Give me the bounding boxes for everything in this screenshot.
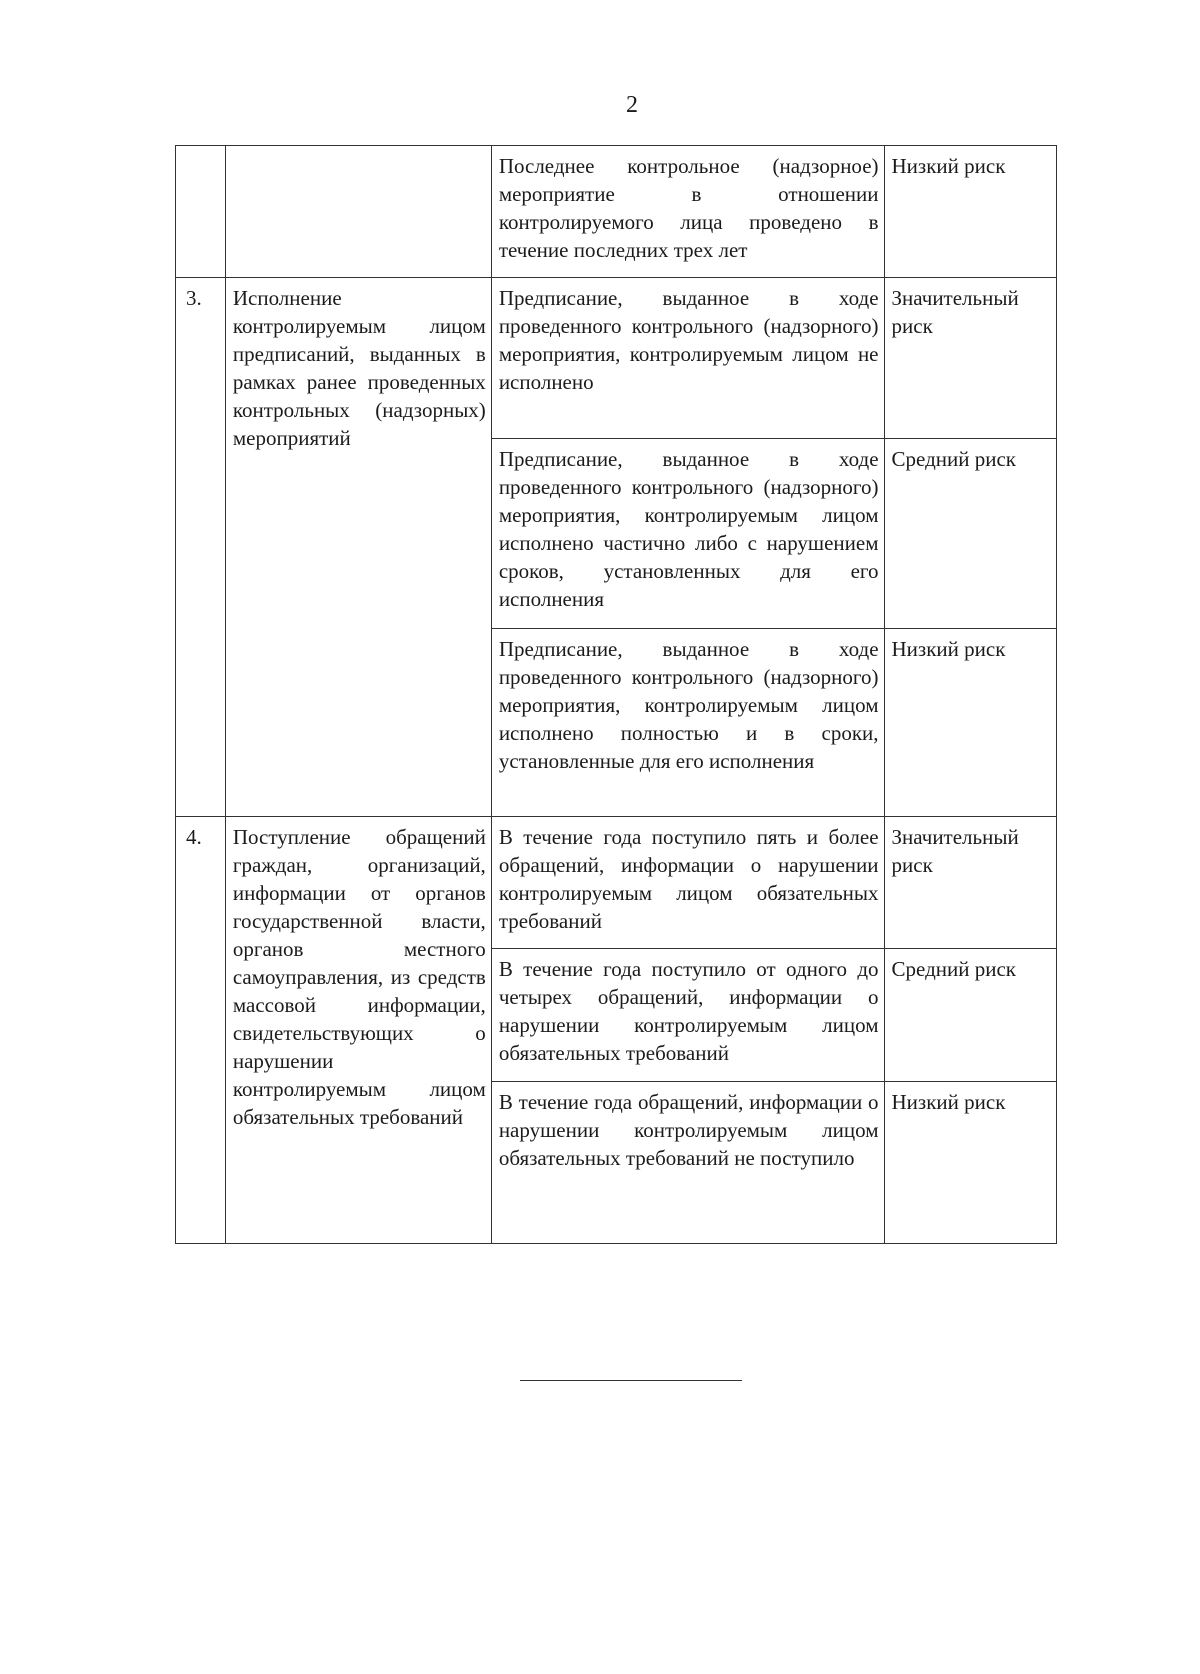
risk-category-cell: Значительный риск [884,278,1056,439]
risk-category-cell: Низкий риск [884,146,1056,278]
criterion-cell [225,146,491,278]
row-number-cell: 3. [176,278,226,817]
table-row [176,278,1057,439]
criterion-cell: Исполнение контролируемым лицом предписаний, выданных в рамках ранее проведенных контрольных (надзорных) мероприятий [225,278,491,817]
table-row [176,146,1057,278]
risk-category-cell: Низкий риск [884,1082,1056,1244]
criterion-cell: Поступление обращений граждан, организаций, информации от органов государственной власти, органов местного самоуправления, из средств массовой информации, свидетельствующих о нарушении контролируемым лицом обязательных требований [225,817,491,1244]
risk-category-cell: Средний риск [884,439,1056,629]
risk-category-cell: Значительный риск [884,817,1056,949]
end-separator-line [520,1380,742,1381]
indicator-cell: В течение года поступило пять и более обращений, информации о нарушении контролируемым лицом обязательных требований [491,817,884,949]
indicator-cell: В течение года поступило от одного до четырех обращений, информации о нарушении контролируемым лицом обязательных требований [491,949,884,1082]
risk-category-cell: Средний риск [884,949,1056,1082]
indicator-cell: В течение года обращений, информации о нарушении контролируемым лицом обязательных требований не поступило [491,1082,884,1244]
risk-criteria-table [175,145,1057,1244]
risk-category-cell: Низкий риск [884,629,1056,817]
table-row [176,817,1057,949]
indicator-cell: Предписание, выданное в ходе проведенного контрольного (надзорного) мероприятия, контролируемым лицом не исполнено [491,278,884,439]
indicator-cell: Предписание, выданное в ходе проведенного контрольного (надзорного) мероприятия, контролируемым лицом исполнено частично либо с нарушением сроков, установленных для его исполнения [491,439,884,629]
indicator-cell: Предписание, выданное в ходе проведенного контрольного (надзорного) мероприятия, контролируемым лицом исполнено полностью и в сроки, установленные для его исполнения [491,629,884,817]
page-number: 2 [626,92,638,118]
row-number-cell: 4. [176,817,226,1244]
row-number-cell [176,146,226,278]
indicator-cell: Последнее контрольное (надзорное) мероприятие в отношении контролируемого лица проведено в течение последних трех лет [491,146,884,278]
